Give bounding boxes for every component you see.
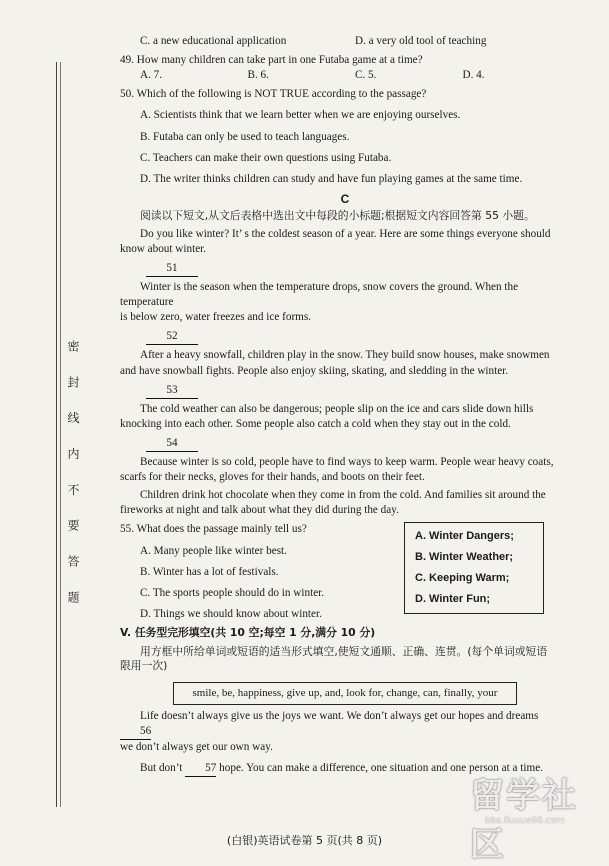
q50-option-c: C. Teachers can make their own questions using Futaba. — [140, 151, 392, 164]
para-52-line-2: and have snowball fights. People also enjoy skiing, skating, and sledding in the winter. — [120, 364, 509, 377]
section-v-instruction-1: 用方框中所给单词或短语的适当形式填空,使短文通顺、正确、连贯。(每个单词或短语 — [140, 644, 548, 658]
cloze-line-1 — [120, 709, 570, 740]
q55-option-a: A. Many people like winter best. — [140, 544, 287, 557]
q55-option-b: B. Winter has a lot of festivals. — [140, 565, 279, 578]
heading-option-a: A. Winter Dangers; — [415, 530, 514, 543]
margin-seal-text: 密 封 线 内 不 要 答 题 — [66, 340, 80, 613]
section-c-instruction: 阅读以下短文,从文后表格中选出文中每段的小标题;根据短文内容回答第 55 小题。 — [140, 209, 535, 223]
passage-intro-line-1: Do you like winter? It’ s the coldest season of a year. Here are some things everyone should — [140, 227, 551, 240]
section-v-instruction-2: 限用一次) — [120, 659, 168, 673]
para-53-line-1: The cold weather can also be dangerous; people slip on the ice and cars slide down hills — [140, 402, 534, 415]
binding-line-inner — [60, 62, 61, 807]
para-52-line-1: After a heavy snowfall, children play in the snow. They build snow houses, make snowmen — [140, 349, 550, 362]
q49-stem: 49. How many children can take part in one Futaba game at a time? — [120, 54, 423, 67]
exam-page-content — [120, 34, 570, 777]
q50-option-d: D. The writer thinks children can study and have fun playing games at the same time. — [140, 172, 523, 185]
heading-options-box — [404, 522, 544, 614]
cloze-line-3-start: But don’t — [140, 761, 183, 774]
q55-block — [120, 522, 570, 622]
blank-57: 57 — [185, 761, 216, 777]
para-54-line-2: scarfs for their necks, gloves for their hands, and boots on their feet. — [120, 471, 425, 484]
binding-line — [56, 62, 57, 807]
passage-intro-line-2: know about winter. — [120, 242, 207, 255]
cloze-line-3-end: hope. You can make a difference, one situation and one person at a time. — [219, 761, 543, 774]
page-footer: (白银)英语试卷第 5 页(共 8 页) — [226, 834, 383, 847]
q48-option-d: D. a very old tool of teaching — [355, 35, 487, 47]
q49-option-c: C. 5. — [355, 69, 377, 82]
word-bank-box: smile, be, happiness, give up, and, look for, change, can, finally, your — [173, 682, 517, 705]
para-53-line-2: knocking into each other. Some people also catch a cold when they stay out in the cold. — [120, 417, 511, 430]
para-51-line-1: Winter is the season when the temperature drops, snow covers the ground. When the temperature — [120, 280, 519, 309]
para-54-line-1: Because winter is so cold, people have to find ways to keep warm. People wear heavy coats, — [140, 456, 554, 469]
heading-option-b: B. Winter Weather; — [415, 551, 514, 564]
blank-56: 56 — [120, 724, 151, 740]
cloze-line-1-text: Life doesn’t always give us the joys we want. We don’t always get our hopes and dreams — [140, 709, 539, 722]
heading-option-d: D. Winter Fun; — [415, 593, 491, 606]
q48-options — [120, 34, 570, 49]
blank-53: 53 — [146, 383, 198, 399]
watermark-url: bbs.liuxue86.com — [485, 816, 565, 826]
q49-option-a: A. 7. — [140, 69, 163, 82]
section-c-label: C — [340, 191, 350, 206]
q48-option-c: C. a new educational application — [140, 35, 287, 47]
q50-option-a: A. Scientists think that we learn better when we are enjoying ourselves. — [140, 109, 461, 122]
q50-stem: 50. Which of the following is NOT TRUE according to the passage? — [120, 88, 427, 101]
blank-52: 52 — [146, 329, 198, 345]
q50-option-b: B. Futaba can only be used to teach languages. — [140, 130, 350, 143]
blank-51: 51 — [146, 261, 198, 277]
q55-stem: 55. What does the passage mainly tell us? — [120, 523, 307, 536]
q49-option-d: D. 4. — [462, 69, 485, 82]
section-v-heading: V. 任务型完形填空(共 10 空;每空 1 分,满分 10 分) — [120, 626, 376, 640]
q49-options — [120, 68, 570, 83]
watermark-logo: 留学社区 — [470, 776, 578, 865]
cloze-line-2: we don’t always get our own way. — [120, 740, 273, 753]
para-55-line-1: Children drink hot chocolate when they come in from the cold. And families sit around the — [140, 489, 546, 502]
para-51-line-2: is below zero, water freezes and ice forms. — [120, 311, 312, 324]
heading-option-c: C. Keeping Warm; — [415, 572, 510, 585]
blank-54: 54 — [146, 436, 198, 452]
para-55-line-2: fireworks at night and talk about what they did during the day. — [120, 504, 399, 517]
q55-option-c: C. The sports people should do in winter. — [140, 586, 325, 599]
q49-option-b: B. 6. — [247, 69, 269, 82]
q55-option-d: D. Things we should know about winter. — [140, 607, 322, 620]
